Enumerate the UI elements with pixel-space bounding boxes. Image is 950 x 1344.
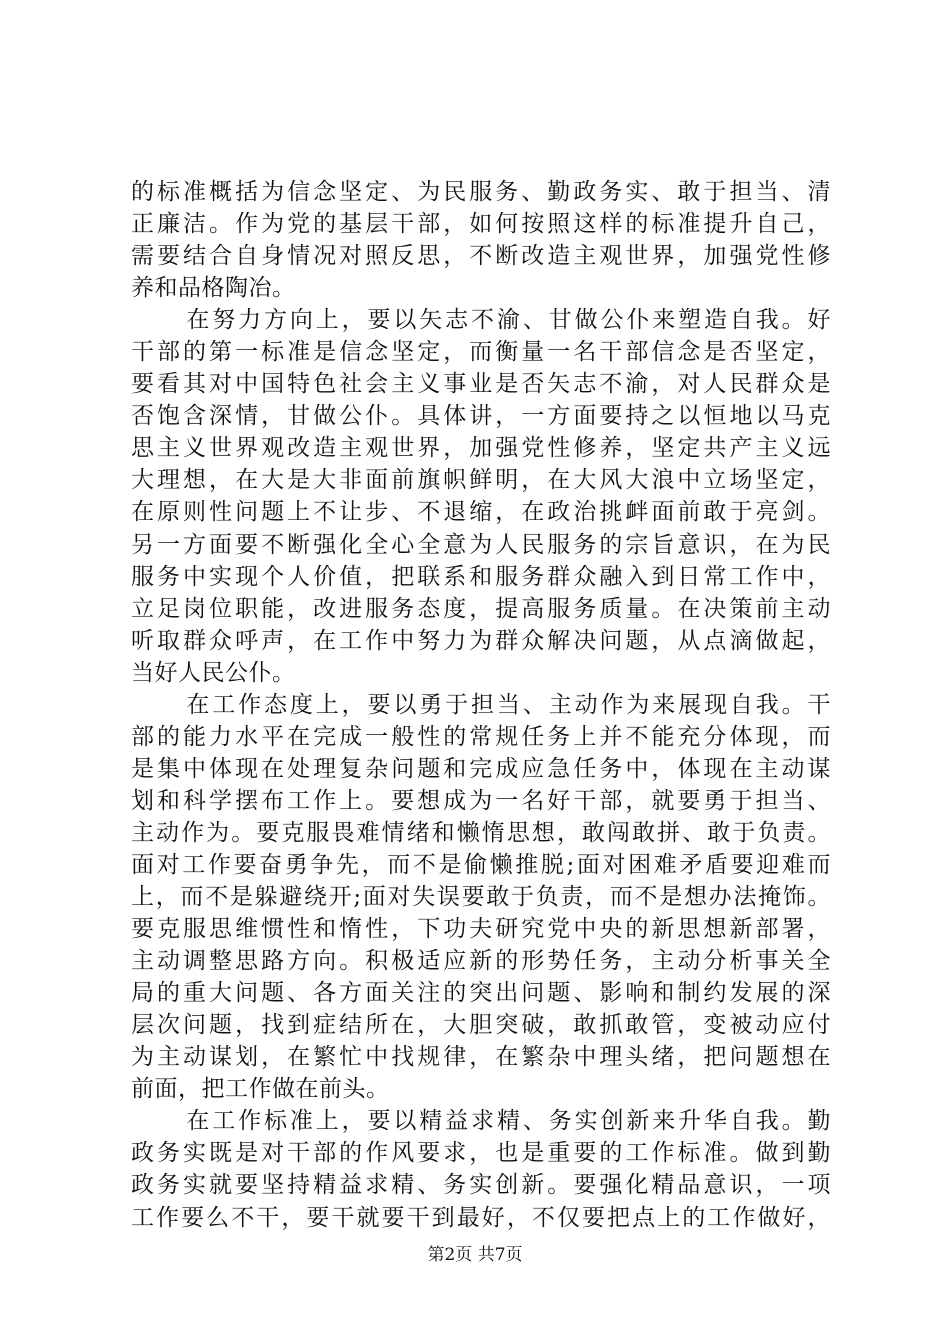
line-text: 需要结合自身情况对照反思，不断改造主观世界，加强党性修 [131,243,831,270]
line-text: 主动调整思路方向。积极适应新的形势任务，主动分析事关全 [131,948,831,975]
text-line [131,400,831,432]
text-line [131,913,831,945]
text-line [131,689,831,721]
text-line [131,432,831,464]
line-text: 在努力方向上，要以矢志不渝、甘做公仆来塑造自我。好 [184,307,831,334]
text-line [131,304,831,336]
text-line [131,1137,831,1169]
line-text: 局的重大问题、各方面关注的突出问题、影响和制约发展的深 [131,980,831,1007]
text-line [131,1009,831,1041]
line-text: 听取群众呼声，在工作中努力为群众解决问题，从点滴做起， [131,627,831,654]
text-line [131,945,831,977]
text-line [131,561,831,593]
line-text: 层次问题，找到症结所在，大胆突破，敢抓敢管，变被动应付 [131,1012,831,1039]
text-line [131,977,831,1009]
line-text: 思主义世界观改造主观世界，加强党性修养，坚定共产主义远 [131,435,831,462]
line-text: 在工作态度上，要以勇于担当、主动作为来展现自我。干 [184,691,831,718]
text-line [131,272,831,304]
line-text: 部的能力水平在完成一般性的常规任务上并不能充分体现，而 [131,723,831,750]
text-line [131,817,831,849]
text-line [131,1105,831,1137]
text-line [131,1073,831,1105]
paragraph [131,304,831,689]
text-line [131,1041,831,1073]
line-text: 干部的第一标准是信念坚定，而衡量一名干部信念是否坚定， [131,339,831,366]
line-text: 的标准概括为信念坚定、为民服务、勤政务实、敢于担当、清 [131,179,831,205]
text-line [131,336,831,368]
line-text: 工作要么不干，要干就要干到最好，不仅要把点上的工作做好， [131,1204,831,1231]
paragraph [131,176,831,304]
line-text: 大理想，在大是大非面前旗帜鲜明，在大风大浪中立场坚定， [131,467,831,494]
text-line [131,529,831,561]
text-line [131,657,831,689]
text-line [131,368,831,400]
text-line [131,176,831,208]
text-line [131,1169,831,1201]
text-line [131,464,831,496]
text-line [131,881,831,913]
line-text: 划和科学摆布工作上。要想成为一名好干部，就要勇于担当、 [131,787,831,814]
line-text: 上，而不是躲避绕开;面对失误要敢于负责，而不是想办法掩饰。 [131,884,831,911]
text-line [131,593,831,625]
line-text: 主动作为。要克服畏难情绪和懒惰思想，敢闯敢拼、敢于负责。 [131,819,831,846]
line-text: 要克服思维惯性和惰性，下功夫研究党中央的新思想新部署， [131,916,831,943]
line-text: 否饱含深情，甘做公仆。具体讲，一方面要持之以恒地以马克 [131,403,831,430]
line-text: 当好人民公仆。 [131,659,296,686]
text-line [131,785,831,817]
line-text: 另一方面要不断强化全心全意为人民服务的宗旨意识，在为民 [131,531,831,558]
line-text: 服务中实现个人价值，把联系和服务群众融入到日常工作中， [131,563,831,590]
text-line [131,625,831,657]
line-text: 养和品格陶冶。 [131,275,296,302]
line-text: 前面，把工作做在前头。 [131,1076,390,1103]
text-line [131,208,831,240]
line-text: 为主动谋划，在繁忙中找规律，在繁杂中理头绪，把问题想在 [131,1044,831,1071]
line-text: 面对工作要奋勇争先，而不是偷懒推脱;面对困难矛盾要迎难而 [131,851,831,878]
paragraph [131,1105,831,1233]
text-line [131,753,831,785]
line-text: 是集中体现在处理复杂问题和完成应急任务中，体现在主动谋 [131,755,831,782]
line-text: 正廉洁。作为党的基层干部，如何按照这样的标准提升自己， [131,211,831,238]
line-text: 要看其对中国特色社会主义事业是否矢志不渝，对人民群众是 [131,371,831,398]
line-text: 立足岗位职能，改进服务态度，提高服务质量。在决策前主动 [131,595,831,622]
text-line [131,240,831,272]
line-text: 政务实既是对干部的作风要求，也是重要的工作标准。做到勤 [131,1140,831,1167]
text-line [131,1202,831,1234]
line-text: 在原则性问题上不让步、不退缩，在政治挑衅面前敢于亮剑。 [131,499,831,526]
document-body [131,176,831,1234]
page-footer: 第2页 共7页 [427,1245,523,1265]
text-line [131,849,831,881]
text-line [131,721,831,753]
line-text: 在工作标准上，要以精益求精、务实创新来升华自我。勤 [184,1108,831,1135]
paragraph [131,689,831,1106]
line-text: 政务实就要坚持精益求精、务实创新。要强化精品意识，一项 [131,1172,831,1199]
text-line [131,496,831,528]
